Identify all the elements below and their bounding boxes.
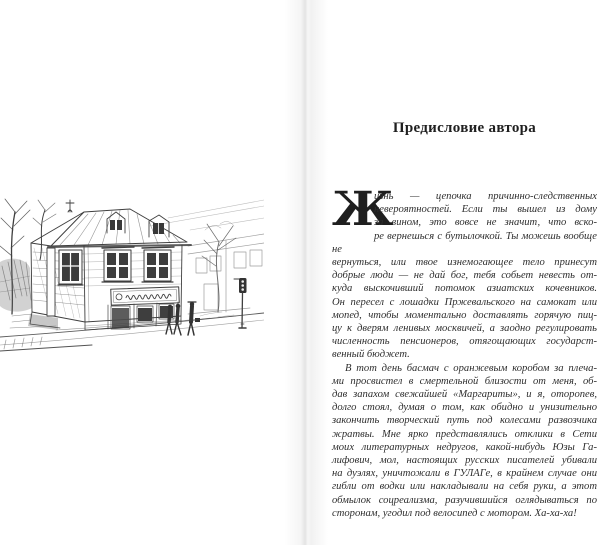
preface-body [332,182,597,520]
paragraph-2 [332,362,597,520]
text-line: невероятностей. Если ты вышел из дому [374,204,597,216]
house-sketch-illustration [0,196,264,354]
text-line: численность пенсионеров, отягощающих государст- [332,336,597,348]
text-line: изнь — цепочка причинно-следственных [374,191,597,202]
text-line: обмылок соцреализма, разучившийся оглядываться по [332,494,597,506]
shop-sign-sketch [111,287,180,305]
text-line: ре вернешься с бутылочкой. Ты можешь вообще не [332,230,597,255]
background-building-sketch [188,234,264,314]
text-line: добрые люди — не дай бог, тебя собьет невесть от- [332,270,597,282]
text-line: за вином, это вовсе не значит, что вско- [374,217,597,229]
text-line: сторонам, угодил под велосипед с мотором. Ха-ха-ха! [332,507,577,519]
text-line: венный бюджет. [332,349,410,361]
text-line: моих литературных недругов, какой-нибудь Юзы Га- [332,441,597,453]
roof-cross-sketch [66,200,74,212]
preface-title: Предисловие автора [392,120,537,136]
wires-sketch [150,200,264,230]
text-line: В тот день басмач с оранжевым коробом за плеча- [345,362,597,374]
text-line: лифович, мол, настоящих русских писателей убивали [332,455,597,467]
text-line: мопед, чтобы моментально доставлять горячую пиц- [332,309,597,321]
traffic-light-sketch [234,278,247,328]
front-window-1-sketch [102,247,134,282]
left-page [0,0,286,545]
text-line: вернуться, или твое изнемогающее тело принесут [332,257,597,269]
text-line: Он пересел с лошадки Пржевальского на самокат или [332,296,597,308]
text-line: закончить творческий путь под колесами развозчика [332,415,597,427]
right-page [310,0,600,545]
text-line: долго стоял, думая о том, как обидно и унизительно [332,402,597,414]
text-line: гибли от водки или накладывали на себя руки, а этот [332,481,597,493]
text-line: на дуэлях, уничтожали в ГУЛАГе, в крайнем случае они [332,468,597,480]
drop-cap: Ж [332,182,394,237]
front-window-2-sketch [142,247,174,282]
pedestrians-sketch [166,302,200,335]
text-line: жратвы. Мне ярко представлялись отклики в Сети [332,428,597,440]
text-line: куда выскочивший потомок азиатских кочевников. [332,283,597,295]
house-sketch [10,200,191,330]
text-line: ми просвистел в смертельной близости от меня, об- [332,375,597,387]
side-window-sketch [58,250,83,285]
text-line: цу к дверям ленивых москвичей, а заодно регулировать [332,323,597,335]
text-line: дав запахом свежайшей «Маргариты», и я, оторопев, [332,389,597,401]
